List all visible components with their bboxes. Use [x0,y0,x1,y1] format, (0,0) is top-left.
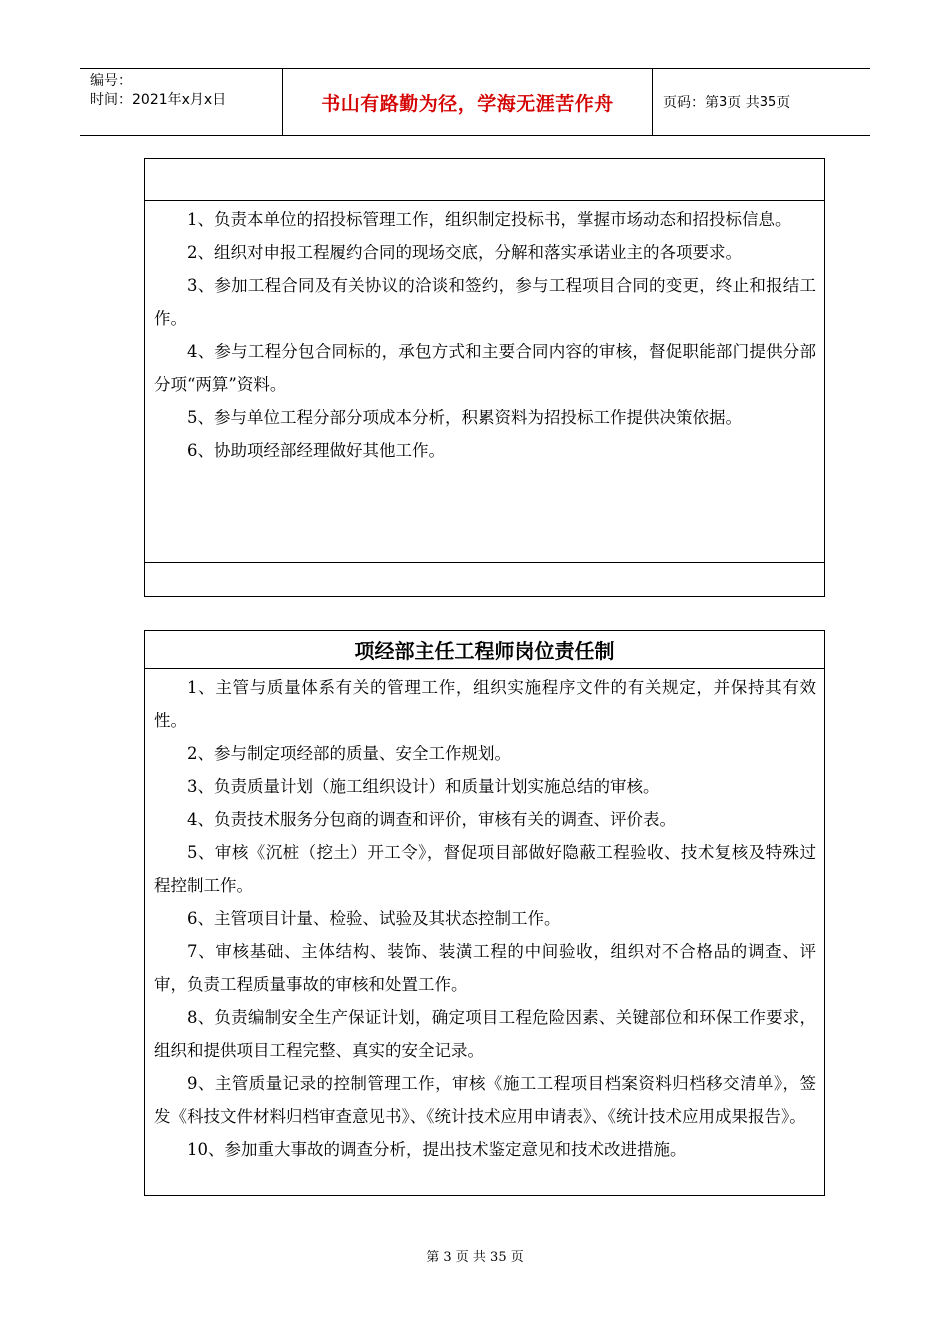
paragraph: 1、主管与质量体系有关的管理工作，组织实施程序文件的有关规定，并保持其有效性。 [154,678,816,730]
page-total: 35 [759,94,777,110]
page-suffix: 页 [776,95,791,111]
section1-content [145,201,824,467]
page-footer: 第 3 页 共 35 页 [426,1250,524,1265]
paragraph: 6、协助项经部经理做好其他工作。 [187,441,445,460]
document-date: 时间：2021年x月x日 [90,92,227,108]
page-current: 3 [719,94,728,110]
header-motto: 书山有路勤为径，学海无涯苦作舟 [283,69,653,135]
responsibility-box-2 [144,630,825,1196]
paragraph: 5、审核《沉桩（挖土）开工令》，督促项目部做好隐蔽工程验收、技术复核及特殊过程控制工作。 [154,843,816,895]
paragraph: 3、负责质量计划（施工组织设计）和质量计划实施总结的审核。 [187,777,660,796]
paragraph: 2、参与制定项经部的质量、安全工作规划。 [187,744,511,763]
page-header [80,68,870,136]
paragraph: 4、负责技术服务分包商的调查和评价，审核有关的调查、评价表。 [187,810,676,829]
empty-title-row [145,159,824,201]
document-number-label: 编号： [90,73,132,89]
paragraph: 9、主管质量记录的控制管理工作，审核《施工工程项目档案资料归档移交清单》，签发《科技文件材料归档审查意见书》、《统计技术应用申请表》、《统计技术应用成果报告》。 [154,1074,816,1126]
paragraph: 4、参与工程分包合同标的，承包方式和主要合同内容的审核，督促职能部门提供分部分项“两算”资料。 [154,342,816,394]
section2-content [145,669,824,1166]
section-title: 项经部主任工程师岗位责任制 [145,631,824,669]
paragraph: 7、审核基础、主体结构、装饰、装潢工程的中间验收，组织对不合格品的调查、评审，负责工程质量事故的审核和处置工作。 [154,942,816,994]
responsibility-box-1 [144,158,825,597]
paragraph: 5、参与单位工程分部分项成本分析，积累资料为招投标工作提供决策依据。 [187,408,742,427]
empty-footer-row [145,562,824,596]
paragraph: 8、负责编制安全生产保证计划，确定项目工程危险因素、关键部位和环保工作要求，组织和提供项目工程完整、真实的安全记录。 [154,1008,816,1060]
paragraph: 10、参加重大事故的调查分析，提出技术鉴定意见和技术改进措施。 [187,1140,687,1159]
paragraph: 2、组织对申报工程履约合同的现场交底，分解和落实承诺业主的各项要求。 [187,243,742,262]
page-mid: 页 共 [727,95,760,111]
paragraph: 1、负责本单位的招投标管理工作，组织制定投标书，掌握市场动态和招投标信息。 [187,210,792,229]
paragraph: 6、主管项目计量、检验、试验及其状态控制工作。 [187,909,561,928]
page-prefix: 页码：第 [663,95,719,111]
header-page-indicator [653,69,870,135]
paragraph: 3、参加工程合同及有关协议的洽谈和签约，参与工程项目合同的变更，终止和报结工作。 [154,276,816,328]
header-meta [80,69,283,135]
